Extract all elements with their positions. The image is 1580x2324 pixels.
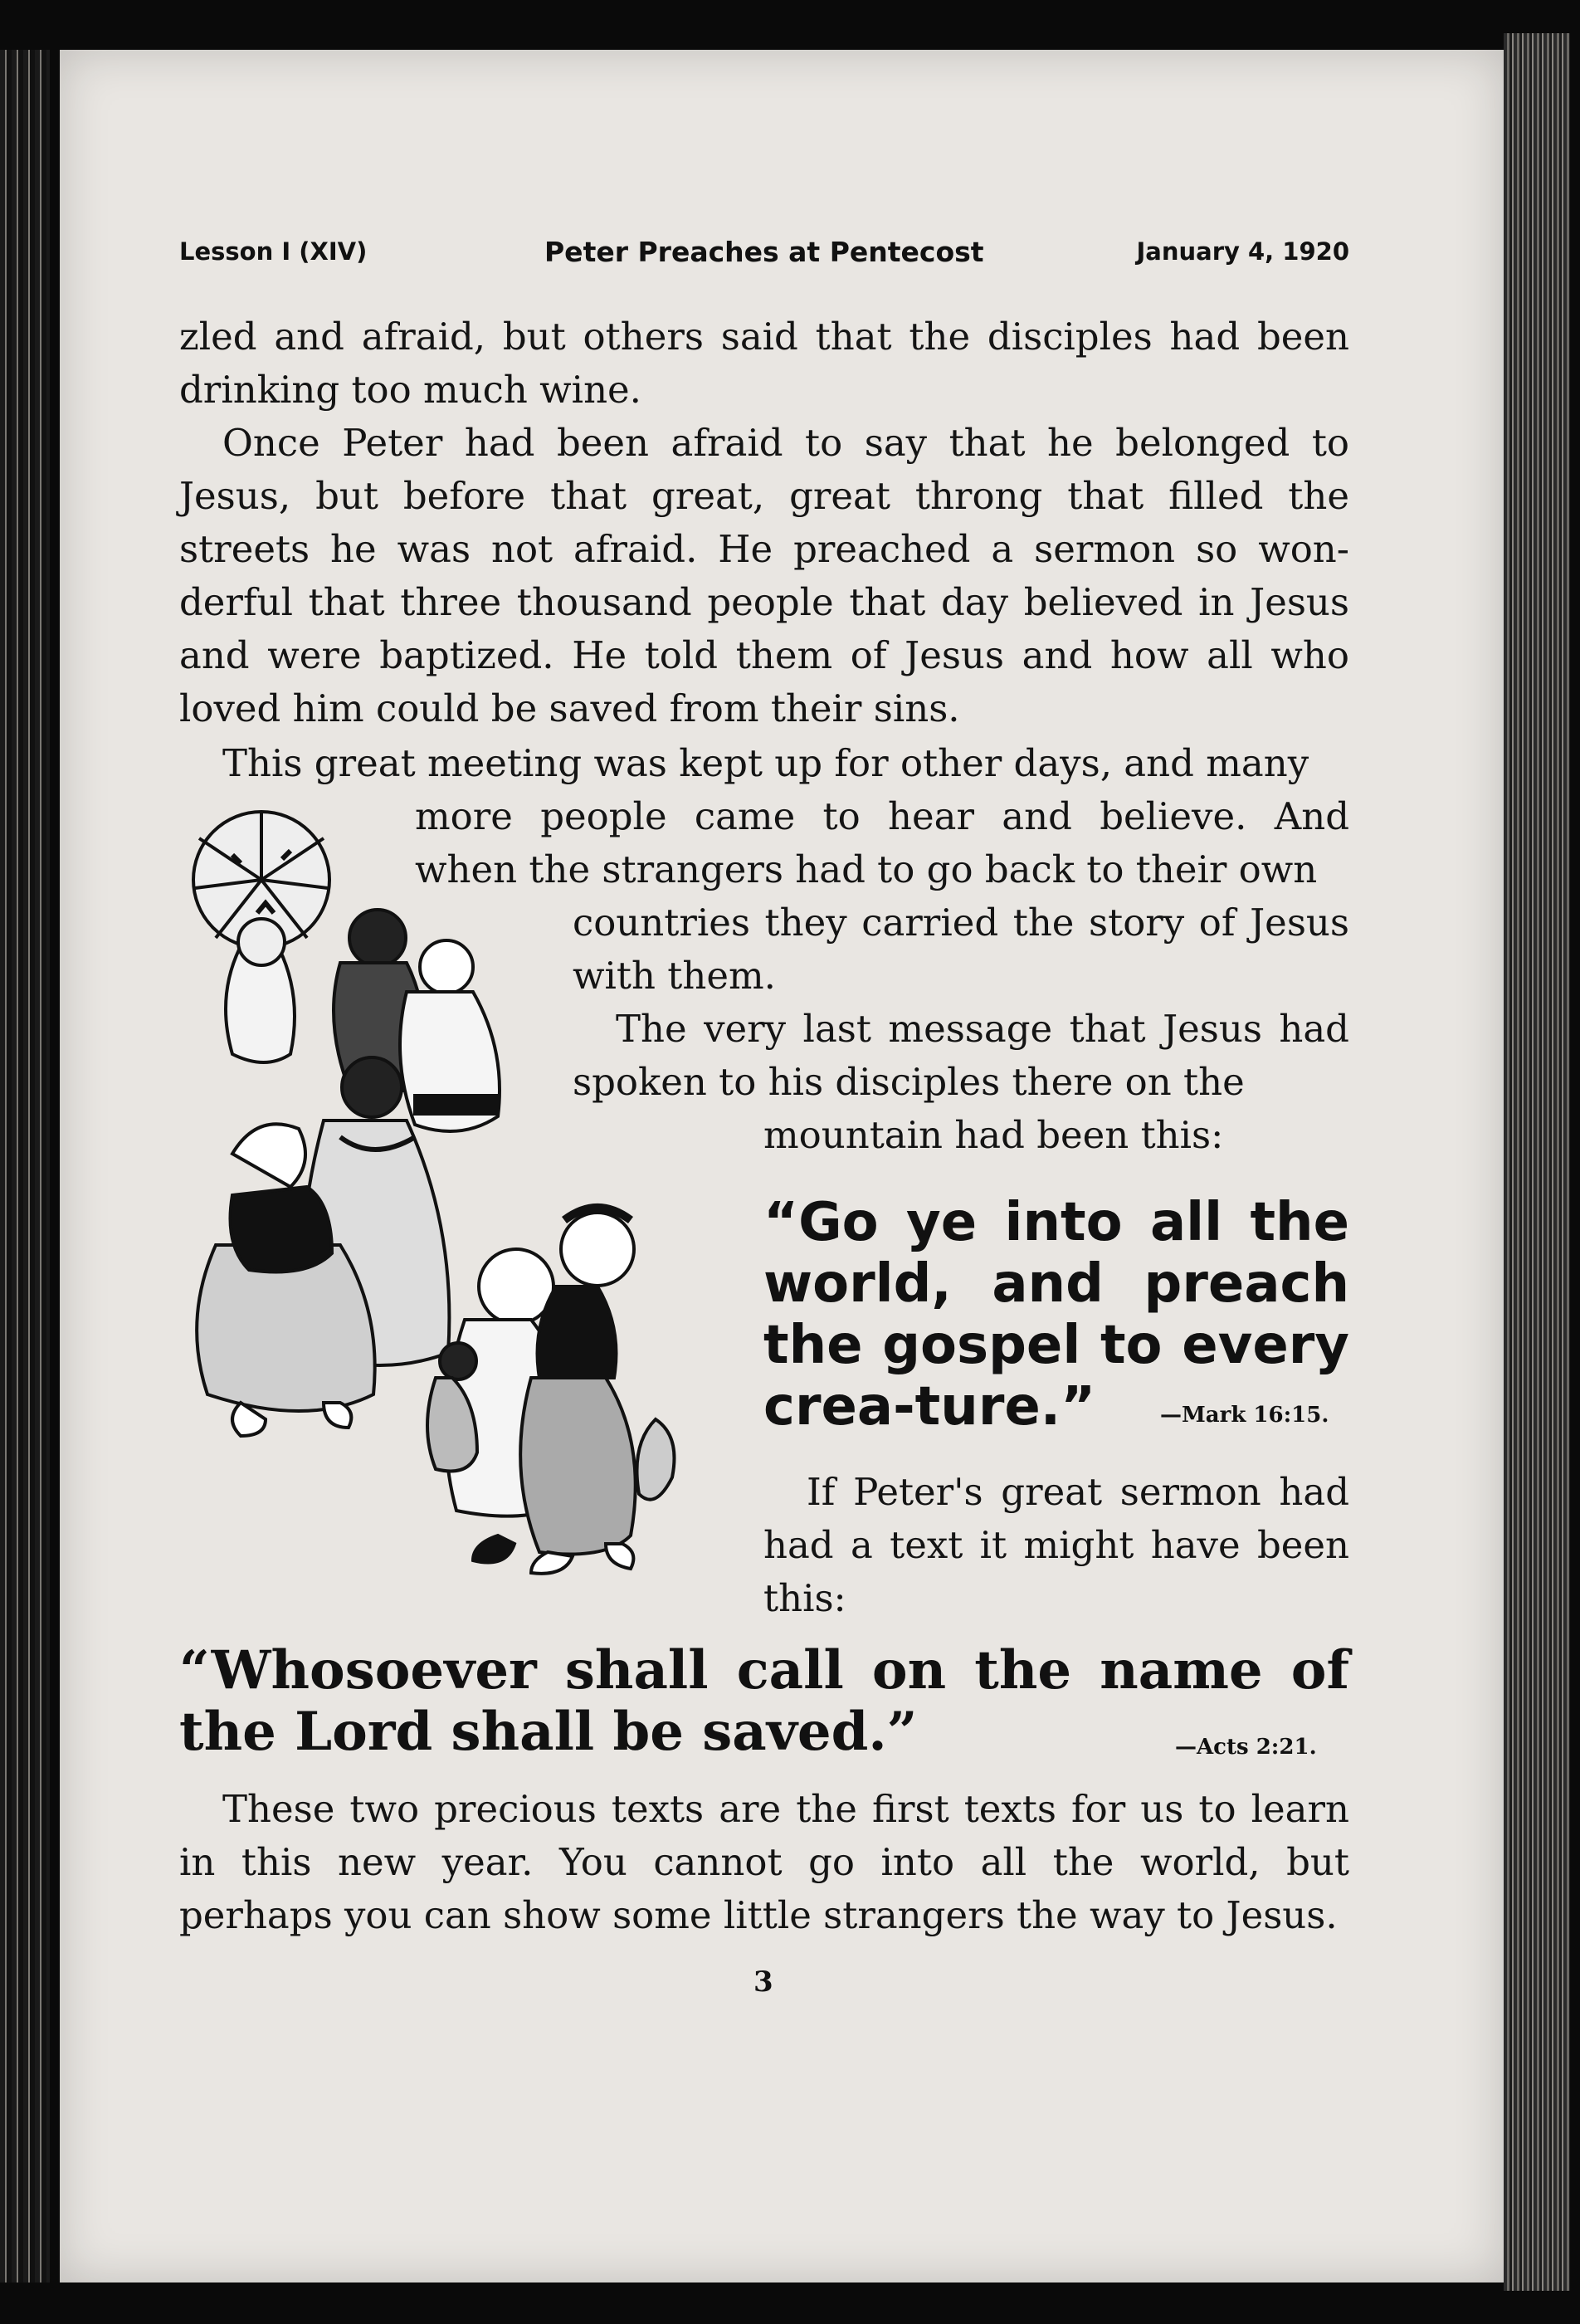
page-number: 3 [753, 1965, 773, 1999]
lesson-title: Peter Preaches at Pentecost [544, 236, 984, 268]
children-procession-illustration [183, 805, 747, 1585]
paragraph-3-part-2: more people came to hear and believe. And when the strangers had to go back to their own [415, 794, 1349, 891]
citation-mark: —Mark 16:15. [1160, 1403, 1329, 1428]
paragraph-4-part-1: The very last message that Jesus had spoken to his disciples there on the [573, 1007, 1349, 1104]
scripture-quote-mark: “Go ye into all the world, and preach the gospel to every crea-ture.” [763, 1192, 1349, 1438]
citation-acts: —Acts 2:21. [1175, 1735, 1317, 1760]
paragraph-1: zled and afraid, but others said that the disciples had been drinking too much wine. [179, 315, 1349, 412]
lesson-date: January 4, 1920 [1136, 237, 1349, 266]
paragraph-6: These two precious texts are the first texts for us to learn in this new year. You cannot go into all the world, but perhaps you can show some little strangers the way to Jesus. [179, 1787, 1349, 1937]
scripture-quote-acts: “Whosoever shall call on the name of the Lord shall be saved.” [179, 1639, 1349, 1763]
paragraph-3-line-1: This great meeting was kept up for other days, and many [222, 741, 1309, 785]
paragraph-3-part-3: countries they carried the story of Jesus with them. [573, 901, 1349, 998]
left-book-edge [0, 50, 50, 2282]
book-spine-edge [1504, 33, 1570, 2291]
paragraph-2: Once Peter had been afraid to say that he belonged to Jesus, but before that great, great throng that filled the streets he was not afraid. He preached a sermon so won-derful that three thousand people that day believed in Jesus and were baptized. He told them of Jesus and how all who loved him could be saved from their sins. [179, 421, 1349, 730]
running-header [179, 237, 1349, 271]
lesson-label: Lesson I (XIV) [179, 237, 368, 266]
paragraph-4-part-2: mountain had been this: [763, 1113, 1224, 1157]
paragraph-5: If Peter's great sermon had had a text it might have been this: [763, 1470, 1349, 1620]
